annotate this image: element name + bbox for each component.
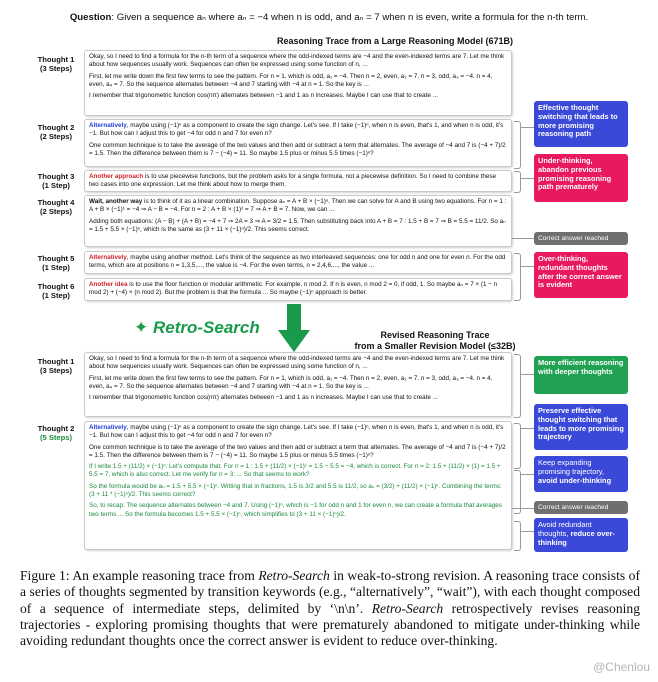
top-thought-1-box bbox=[84, 50, 512, 116]
bracket bbox=[514, 171, 521, 193]
paragraph: First, let me write down the first few terms to see the pattern. For n = 1, which is odd, a₁ = −4. Then n = 2, even, a₂ = 7. n = 3, odd, a₃ = −4. n = 4, even, a₄ = 7. So the sequence alternates between −4 and 7 starting with −4 at n = 1. So the key is ... bbox=[89, 72, 493, 88]
question-label: Question bbox=[69, 12, 112, 23]
bracket bbox=[514, 423, 521, 469]
bottom-thought-1-box bbox=[84, 352, 512, 417]
paragraph: Okay, so I need to find a formula for the n-th term of a sequence where the odd-indexed terms are −4 and the even-indexed terms are 7. Let me think about how sequences usually work. Sequences can often be expressed using some function of n, ... bbox=[89, 53, 505, 69]
transition-keyword: Alternatively bbox=[89, 424, 127, 431]
top-thought-2-box: Alternatively, maybe using (−1)ⁿ as a component to create the sign change. Let's see. If I take (−1)ⁿ, when n is even, that's 1, and when n is odd, it's −1. But how can I adjust this to get −4 for odd n and 7 for even n? One common technique is to take the average of the two values and then add or subtract a term that alternates. The average of −4 and 7 is (−4 + 7)/2 = 1.5. Then the difference between them is 7 − (−4) = 11. So maybe 1.5 plus or minus 5.5 times (−1)ⁿ? bbox=[84, 119, 512, 167]
question bbox=[0, 12, 658, 23]
callout-correct-answer: Correct answer reached bbox=[534, 232, 628, 245]
paragraph: Okay, so I need to find a formula for the n-th term of a sequence where the odd-indexed terms are −4 and the even-indexed terms are 7. Let me think about how sequences usually work. Sequences can often be expressed using some function of n, ... bbox=[89, 355, 505, 371]
callout-keep-expanding: Keep expanding promising trajectory, avoid under-thinking bbox=[534, 456, 628, 492]
connector bbox=[512, 508, 534, 509]
bracket bbox=[514, 253, 521, 301]
callout-over-thinking: Over-thinking, redundant thoughts after the correct answer is evident bbox=[534, 252, 628, 298]
top-thought-3-box: Another approach is to use piecewise functions, but the problem asks for a single formula, not a piecewise definition. So I need to combine these two cases into one expression. Let me think about how to merge them. bbox=[84, 170, 512, 192]
figure-caption: Figure 1: An example reasoning trace from Retro-Search in weak-to-strong revision. A reasoning trace consists of a series of thoughts segmented by transition keywords (e.g., “alternatively”, “wait”), with each thought composed of a sequence of intermediate steps, delimited by ‘\n\n’. Retro-Search retrospectively revises reasoning trajectories - exploring promising thoughts that were prematurely abandoned to mitigate under-thinking while avoiding redundant thoughts once the correct answer is evident to reduce over-thinking. bbox=[20, 568, 640, 649]
top-thought-4-box: Wait, another way is to think of it as a linear combination. Suppose aₙ = A + B × (−1)ⁿ. Then we can solve for A and B using two equations. For n = 1 : A + B × (−1)¹ = −4 ⇒ A − B = −4. For n = 2 : A + B × (1)² = 7 ⇒ A + B = 7. Now, we can ... Adding both equations: (A − B) + (A + B) = −4 + 7 ⇒ 2A = 3 ⇒ A = 3/2 = 1.5. Then substituting back into A + B = 7 : 1.5 + B = 7 ⇒ B = 5.5 = 11/2. So aₙ = 1.5 + 5.5 × (−1)ⁿ, which is the same as (3 + 11 × (−1)ⁿ)/2. This seems correct. bbox=[84, 195, 512, 247]
callout-correct-answer: Correct answer reached bbox=[534, 501, 628, 514]
revised-paragraph: So, to recap: The sequence alternates between −4 and 7. Using (−1)ⁿ, which is −1 for odd n and 1 for even n, we can create a formula that averages two terms ... So the formula becomes 1.5 + 5.5 × (−1)ⁿ, which simplifies to (3 + 11 × (−1)ⁿ)/2. bbox=[89, 502, 502, 518]
bottom-thought-2-box: Alternatively, maybe using (−1)ⁿ as a component to create the sign change. Let's see. If I take (−1)ⁿ, when n is even, that's 1, and when n is odd, it's −1. But how can I adjust this to get −4 for odd n and 7 for even n? One common technique is to take the average of the two values and then add or subtract a term that alternates. The average of −4 and 7 is (−4 + 7)/2 = 1.5. Then the difference between them is 7 − (−4) = 11. So maybe 1.5 plus or minus 5.5 times (−1)ⁿ? If I write 1.5 + (11/2) × (−1)ⁿ. Let's compute that. For n = 1 : 1.5 + (11/2) × (−1)¹ = 1.5 − 5.5 = −4, which is correct. For n = 2: 1.5 + (11/2) × (1) = 1.5 + 5.5 = 7, which is also correct. Let me verify for n = 3: ... So that seems to work? So the formula would be aₙ = 1.5 + 5.5 × (−1)ⁿ. Writing that in fractions, 1.5 is 3/2 and 5.5 is 11/2, so aₙ = (3/2) + (11/2) × (−1)ⁿ. Combining the terms: (3 + 11 * (−1)ⁿ)/2. This seems correct? So, to recap: The sequence alternates between −4 and 7. Using (−1)ⁿ, which is −1 for odd n and 1 for even n, we can create a formula that averages two terms ... So the formula becomes 1.5 + 5.5 × (−1)ⁿ, which simplifies to (3 + 11 × (−1)ⁿ)/2. bbox=[84, 421, 512, 550]
transition-keyword: Alternatively bbox=[89, 254, 127, 261]
paragraph: First, let me write down the first few terms to see the pattern. For n = 1, which is odd, a₁ = −4. Then n = 2, even, a₂ = 7. n = 3, odd, a₃ = −4. n = 4, even, a₄ = 7. So the sequence alternates between −4 and 7 starting with −4 at n = 1. So the key is ... bbox=[89, 374, 493, 390]
top-thought-5-label: Thought 5 (1 Step) bbox=[37, 254, 75, 272]
bracket bbox=[514, 354, 521, 418]
paragraph: One common technique is to take the average of the two values and then add or subtract a term that alternates. The average of −4 and 7 is (−4 + 7)/2 = 1.5. Then the difference between them is 7 − (−4) = 11. So maybe 1.5 plus or minus 5.5 times (−1)ⁿ? bbox=[89, 141, 506, 157]
callout-effective-switching: Effective thought switching that leads to more promising reasoning path bbox=[534, 101, 628, 147]
callout-under-thinking: Under-thinking, abandon previous promising reasoning path prematurely bbox=[534, 154, 628, 202]
paragraph: I remember that trigonometric function cos(nπ) alternates between −1 and 1 as n increases. Maybe I can use that to create ... bbox=[89, 92, 438, 100]
revised-paragraph: So the formula would be aₙ = 1.5 + 5.5 × (−1)ⁿ. Writing that in fractions, 1.5 is 3/2 and 5.5 is 11/2, so aₙ = (3/2) + (11/2) × (−1)ⁿ. Combining the terms: (3 + 11 * (−1)ⁿ)/2. This seems correct? bbox=[89, 482, 502, 499]
connector bbox=[520, 374, 534, 375]
top-thought-3-label: Thought 3 (1 Step) bbox=[37, 172, 75, 190]
connector bbox=[520, 266, 534, 267]
down-arrow-icon bbox=[278, 304, 310, 352]
top-section-title: Reasoning Trace from a Large Reasoning Model (671B) bbox=[276, 36, 514, 46]
top-thought-5-box: Alternatively, maybe using another method. Let's think of the sequence as two interleaved sequences: one for odd n and one for even n. For the odd terms, which are at positions n = 1,3,5,..., the value is −4. For the even terms, n = 2,4,6,..., the value ... bbox=[84, 251, 512, 274]
paragraph: One common technique is to take the average of the two values and then add or subtract a term that alternates. The average of −4 and 7 is (−4 + 7)/2 = 1.5. Then the difference between them is 7 − (−4) = 11. So maybe 1.5 plus or minus 5.5 times (−1)ⁿ? bbox=[89, 443, 506, 459]
connector bbox=[520, 428, 534, 429]
connector bbox=[520, 474, 534, 475]
bottom-thought-1-label: Thought 1 (3 Steps) bbox=[37, 357, 75, 375]
bottom-thought-2-label: Thought 2 (5 Steps) bbox=[37, 424, 75, 442]
paragraph: I remember that trigonometric function cos(nπ) alternates between −1 and 1 as n increases. Maybe I can use that to create ... bbox=[89, 394, 438, 402]
transition-keyword: Another idea bbox=[89, 281, 128, 288]
connector bbox=[520, 127, 534, 128]
top-thought-4-label: Thought 4 (2 Steps) bbox=[37, 198, 75, 216]
retro-search-label: ✦ Retro-Search bbox=[134, 318, 260, 337]
top-thought-6-box: Another idea is to use the floor function or modular arithmetic. For example, n mod 2. If n is even, n mod 2 = 0, if odd, 1. So maybe aₙ = 7 × (1 − n mod 2) + (−4) × (n mod 2). But the problem is that the formula ... So maybe (−1)ⁿ approach is better. bbox=[84, 278, 512, 301]
top-thought-6-label: Thought 6 (1 Step) bbox=[37, 282, 75, 300]
top-thought-1-label: Thought 1 (3 Steps) bbox=[37, 55, 75, 73]
question-text: : Given a sequence aₙ where aₙ = −4 when n is odd, and aₙ = 7 when n is even, write a formula for the n-th term. bbox=[111, 12, 589, 23]
paragraph: Adding both equations: (A − B) + (A + B) = −4 + 7 ⇒ 2A = 3 ⇒ A = 3/2 = 1.5. Then substituting back into A + B = 7 : 1.5 + B = 7 ⇒ B = 5.5 = 11/2. So aₙ = 1.5 + 5.5 × (−1)ⁿ, which is the same as (3 + 11 × (−1)ⁿ)/2. This seems correct. bbox=[89, 217, 506, 233]
bottom-section-title: Revised Reasoning Trace from a Smaller Revision Model (≤32B) bbox=[354, 330, 516, 351]
callout-preserve-switching: Preserve effective thought switching that leads to more promising trajectory bbox=[534, 404, 628, 450]
bracket bbox=[514, 521, 521, 551]
callout-more-efficient: More efficient reasoning with deeper thoughts bbox=[534, 356, 628, 394]
connector bbox=[520, 531, 534, 532]
connector bbox=[512, 238, 534, 239]
watermark: @Chenlou bbox=[593, 660, 650, 674]
transition-keyword: Alternatively bbox=[89, 122, 127, 129]
revised-paragraph: If I write 1.5 + (11/2) × (−1)ⁿ. Let's compute that. For n = 1 : 1.5 + (11/2) × (−1)¹ = 1.5 − 5.5 = −4, which is correct. For n = 2: 1.5 + (11/2) × (1) = 1.5 + 5.5 = 7, which is also correct. Let me verify for n = 3: ... So that seems to work? bbox=[89, 463, 501, 479]
connector bbox=[520, 178, 534, 179]
transition-keyword: Another approach bbox=[89, 173, 144, 180]
transition-keyword: Wait, another way bbox=[89, 198, 143, 205]
callout-avoid-redundant: Avoid redundant thoughts, reduce over-thinking bbox=[534, 518, 628, 552]
top-thought-2-label: Thought 2 (2 Steps) bbox=[37, 123, 75, 141]
